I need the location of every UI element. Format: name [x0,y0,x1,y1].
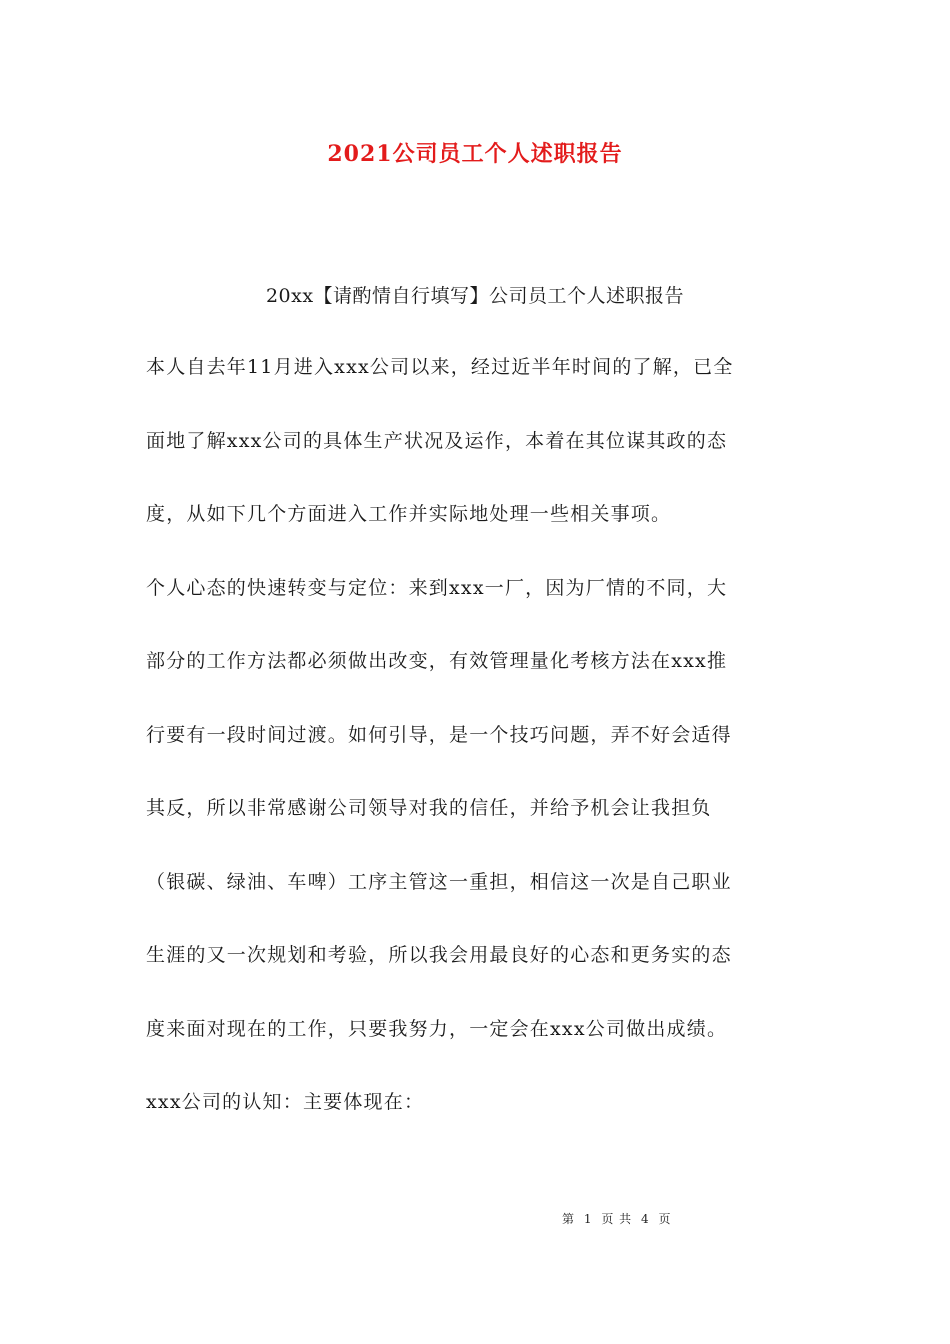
body-line: 度来面对现在的工作，只要我努力，一定会在xxx公司做出成绩。 [146,1017,728,1040]
body-line: （银碳、绿油、车啤）工序主管这一重担，相信这一次是自己职业 [146,870,732,893]
body-line: 行要有一段时间过渡。如何引导，是一个技巧问题，弄不好会适得 [146,723,732,746]
body-line: 度，从如下几个方面进入工作并实际地处理一些相关事项。 [146,503,672,525]
document-title: 2021公司员工个人述职报告 [327,141,623,167]
page-suffix: 页 [658,1212,672,1226]
current-page-number: 1 [583,1212,593,1226]
body-line: 其反，所以非常感谢公司领导对我的信任，并给予机会让我担负 [146,797,712,819]
page-prefix: 第 [562,1212,576,1226]
body-line: 本人自去年11月进入xxx公司以来，经过近半年时间的了解，已全 [146,356,734,378]
document-body [146,331,806,1140]
body-line: 个人心态的快速转变与定位：来到xxx一厂，因为厂情的不同，大 [146,576,728,599]
page-number-footer [560,1210,673,1227]
page-mid-text: 页 共 [601,1212,633,1226]
body-line: 面地了解xxx公司的具体生产状况及运作，本着在其位谋其政的态 [146,429,728,452]
document-subtitle: 20xx【请酌情自行填写】公司员工个人述职报告 [265,285,685,307]
body-line: 部分的工作方法都必须做出改变，有效管理量化考核方法在xxx推 [146,650,728,672]
body-line: xxx公司的认知：主要体现在： [146,1091,425,1113]
total-page-number: 4 [640,1212,650,1226]
body-line: 生涯的又一次规划和考验，所以我会用最良好的心态和更务实的态 [146,944,732,966]
